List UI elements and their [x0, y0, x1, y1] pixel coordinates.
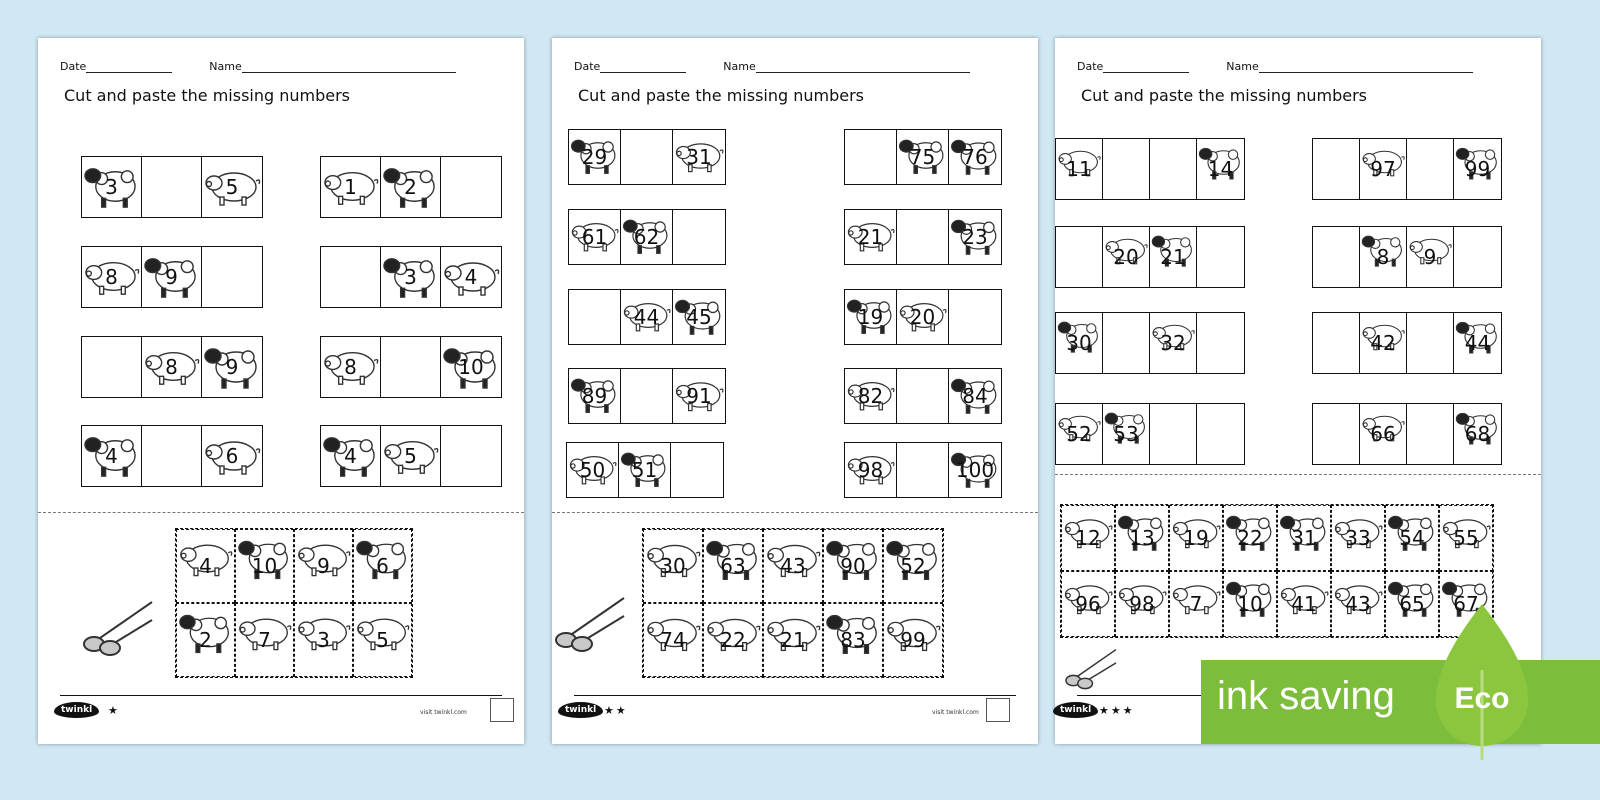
number-label: 4: [344, 444, 357, 468]
number-label: 52: [1066, 422, 1092, 446]
empty-answer-box: [1197, 313, 1244, 373]
number-label: 3: [317, 628, 330, 652]
number-label: 12: [1075, 526, 1101, 550]
empty-answer-box: [1313, 313, 1360, 373]
pig-cutout-card: [294, 603, 353, 677]
number-label: 96: [1075, 592, 1101, 616]
pig-cutout-card: [643, 603, 703, 677]
number-label: 61: [581, 225, 608, 249]
number-label: 99: [900, 628, 926, 652]
pig-cutout-card: [1169, 571, 1223, 637]
number-label: 5: [404, 444, 417, 468]
sheep-number-box: [381, 157, 441, 217]
page-title: Cut and paste the missing numbers: [578, 86, 865, 105]
number-label: 90: [840, 554, 866, 578]
pig-number-box: [441, 247, 501, 307]
ink-saving-text: ink saving: [1217, 674, 1395, 718]
sheep-cutout-card: [235, 529, 294, 603]
number-sequence: [844, 289, 1002, 345]
cutout-grid: [175, 528, 413, 678]
empty-answer-box: [897, 443, 949, 497]
empty-answer-box: [569, 290, 621, 344]
number-label: 14: [1207, 157, 1234, 181]
number-sequence: [320, 336, 502, 398]
scissors-icon: [80, 598, 156, 656]
number-label: 82: [857, 384, 884, 408]
pig-cutout-card: [763, 529, 823, 603]
empty-answer-box: [1103, 139, 1150, 199]
number-label: 22: [1237, 526, 1263, 550]
number-label: 3: [404, 265, 417, 289]
number-label: 98: [1129, 592, 1155, 616]
pig-number-box: [82, 247, 142, 307]
sheep-number-box: [381, 247, 441, 307]
sheep-number-box: [619, 443, 671, 497]
number-label: 4: [199, 554, 212, 578]
number-sequence: [568, 289, 726, 345]
number-label: 10: [251, 554, 278, 578]
number-label: 67: [1453, 592, 1479, 616]
number-sequence: [1312, 312, 1502, 374]
sheep-number-box: [1454, 139, 1501, 199]
number-sequence: [1055, 403, 1245, 465]
sheep-number-box: [897, 130, 949, 184]
number-label: 9: [225, 355, 239, 379]
number-label: 7: [258, 628, 271, 652]
sheep-cutout-card: [823, 603, 883, 677]
number-sequence: [1055, 138, 1245, 200]
empty-answer-box: [1407, 313, 1454, 373]
number-label: 8: [1376, 245, 1390, 269]
number-label: 3: [105, 175, 118, 199]
sheep-cutout-card: [703, 529, 763, 603]
number-label: 6: [225, 444, 239, 468]
sheep-number-box: [1056, 313, 1103, 373]
number-label: 75: [909, 145, 936, 169]
eco-label: Eco: [1454, 682, 1510, 715]
pig-number-box: [1360, 313, 1407, 373]
number-label: 9: [317, 554, 330, 578]
sheep-number-box: [673, 290, 725, 344]
number-label: 41: [1291, 592, 1317, 616]
number-sequence: [844, 209, 1002, 265]
page-title: Cut and paste the missing numbers: [1081, 86, 1368, 105]
number-label: 1: [344, 175, 357, 199]
empty-answer-box: [1313, 227, 1360, 287]
number-label: 6: [376, 554, 389, 578]
sheep-number-box: [949, 443, 1001, 497]
sheep-cutout-card: [883, 529, 943, 603]
empty-answer-box: [1407, 139, 1454, 199]
number-label: 44: [633, 305, 660, 329]
pig-cutout-card: [294, 529, 353, 603]
number-sequence: [1312, 226, 1502, 288]
pig-number-box: [845, 443, 897, 497]
pig-number-box: [897, 290, 949, 344]
number-label: 43: [780, 554, 806, 578]
pig-number-box: [1056, 404, 1103, 464]
number-label: 97: [1370, 157, 1396, 181]
pig-cutout-card: [1439, 505, 1493, 571]
number-label: 29: [581, 145, 608, 169]
empty-answer-box: [1197, 227, 1244, 287]
number-label: 13: [1129, 526, 1155, 550]
empty-answer-box: [1103, 313, 1150, 373]
pig-cutout-card: [763, 603, 823, 677]
sheep-number-box: [1454, 313, 1501, 373]
number-label: 8: [165, 355, 178, 379]
number-label: 32: [1160, 331, 1186, 355]
number-sequence: [1312, 403, 1502, 465]
sheep-cutout-card: [176, 603, 235, 677]
number-sequence: [81, 156, 263, 218]
number-label: 9: [1423, 245, 1437, 269]
pig-number-box: [381, 426, 441, 486]
number-label: 20: [909, 305, 936, 329]
number-label: 21: [780, 628, 806, 652]
sheep-number-box: [569, 130, 621, 184]
pig-cutout-card: [235, 603, 294, 677]
difficulty-stars: ★★: [604, 704, 628, 717]
pig-number-box: [1407, 227, 1454, 287]
sheep-number-box: [82, 157, 142, 217]
sheep-number-box: [569, 369, 621, 423]
number-label: 43: [1345, 592, 1371, 616]
empty-answer-box: [845, 130, 897, 184]
number-label: 22: [720, 628, 746, 652]
cutout-grid: [642, 528, 944, 678]
empty-answer-box: [897, 369, 949, 423]
number-label: 100: [955, 458, 995, 482]
pig-number-box: [845, 210, 897, 264]
sheep-number-box: [1454, 404, 1501, 464]
pig-cutout-card: [1331, 505, 1385, 571]
empty-answer-box: [897, 210, 949, 264]
cut-line: [552, 512, 1038, 513]
sheep-number-box: [142, 247, 202, 307]
empty-answer-box: [673, 210, 725, 264]
number-sequence: [81, 246, 263, 308]
pig-cutout-card: [1061, 505, 1115, 571]
empty-answer-box: [1313, 139, 1360, 199]
sheep-number-box: [1150, 227, 1197, 287]
empty-answer-box: [142, 426, 202, 486]
empty-answer-box: [1150, 404, 1197, 464]
number-label: 4: [105, 444, 118, 468]
number-label: 20: [1113, 245, 1139, 269]
number-label: 51: [631, 458, 658, 482]
worksheet-2: [552, 38, 1038, 744]
number-label: 30: [1066, 331, 1092, 355]
number-label: 8: [344, 355, 357, 379]
sheep-cutout-card: [353, 529, 412, 603]
footer-line: [60, 695, 502, 696]
number-label: 7: [1189, 592, 1203, 616]
number-label: 84: [962, 384, 988, 408]
number-sequence: [568, 129, 726, 185]
number-label: 30: [660, 554, 686, 578]
number-label: 53: [1113, 422, 1139, 446]
sheep-cutout-card: [1385, 505, 1439, 571]
sheep-number-box: [1103, 404, 1150, 464]
number-label: 76: [962, 145, 988, 169]
pig-number-box: [1360, 404, 1407, 464]
pig-cutout-card: [176, 529, 235, 603]
number-label: 99: [1464, 157, 1491, 181]
sheep-number-box: [321, 426, 381, 486]
number-label: 44: [1464, 331, 1491, 355]
page-title: Cut and paste the missing numbers: [64, 86, 351, 105]
empty-answer-box: [1407, 404, 1454, 464]
empty-answer-box: [621, 369, 673, 423]
sheep-number-box: [1197, 139, 1244, 199]
pig-cutout-card: [703, 603, 763, 677]
number-label: 74: [660, 628, 686, 652]
sheep-cutout-card: [1277, 505, 1331, 571]
number-label: 10: [1237, 592, 1263, 616]
difficulty-stars: ★★★: [1099, 704, 1135, 717]
twinkl-logo: twinkl: [558, 702, 603, 718]
empty-answer-box: [321, 247, 381, 307]
pig-number-box: [1360, 139, 1407, 199]
number-label: 21: [857, 225, 884, 249]
pig-number-box: [621, 290, 673, 344]
number-sequence: [1055, 312, 1245, 374]
number-label: 98: [857, 458, 884, 482]
number-sequence: [1312, 138, 1502, 200]
pig-number-box: [569, 210, 621, 264]
number-sequence: [81, 425, 263, 487]
number-sequence: [566, 442, 724, 498]
sheep-number-box: [621, 210, 673, 264]
sheep-number-box: [202, 337, 262, 397]
number-sequence: [844, 129, 1002, 185]
twinkl-logo: twinkl: [1053, 702, 1098, 718]
number-sequence: [844, 442, 1002, 498]
sheep-cutout-card: [1223, 505, 1277, 571]
number-label: 19: [1183, 526, 1209, 550]
pig-number-box: [1056, 139, 1103, 199]
pig-cutout-card: [353, 603, 412, 677]
number-sequence: [568, 368, 726, 424]
pig-number-box: [673, 369, 725, 423]
pig-number-box: [142, 337, 202, 397]
approval-badge-icon: [986, 698, 1010, 722]
ink-saving-banner: [1201, 660, 1600, 744]
empty-answer-box: [671, 443, 723, 497]
number-sequence: [568, 209, 726, 265]
number-sequence: [844, 368, 1002, 424]
pig-number-box: [321, 157, 381, 217]
number-label: 10: [458, 355, 484, 379]
number-label: 68: [1464, 422, 1491, 446]
header: Date Name: [1077, 60, 1473, 73]
empty-answer-box: [621, 130, 673, 184]
eco-leaf-icon: [1432, 600, 1532, 760]
empty-answer-box: [441, 426, 501, 486]
pig-number-box: [1103, 227, 1150, 287]
number-label: 65: [1399, 592, 1425, 616]
difficulty-stars: ★: [108, 704, 120, 717]
number-label: 66: [1370, 422, 1396, 446]
scissors-icon: [552, 594, 628, 652]
number-label: 33: [1345, 526, 1371, 550]
footer-line: [574, 695, 1016, 696]
pig-number-box: [321, 337, 381, 397]
number-label: 4: [464, 265, 478, 289]
number-label: 31: [1291, 526, 1317, 550]
twinkl-logo: twinkl: [54, 702, 99, 718]
visit-link: visit twinkl.com: [932, 709, 979, 716]
sheep-number-box: [1360, 227, 1407, 287]
number-sequence: [320, 156, 502, 218]
sheep-cutout-card: [1385, 571, 1439, 637]
number-sequence: [81, 336, 263, 398]
sheep-number-box: [845, 290, 897, 344]
pig-number-box: [202, 426, 262, 486]
number-label: 55: [1453, 526, 1479, 550]
sheep-number-box: [949, 369, 1001, 423]
empty-answer-box: [1313, 404, 1360, 464]
header: Date Name: [60, 60, 456, 73]
number-label: 23: [962, 225, 988, 249]
pig-cutout-card: [1277, 571, 1331, 637]
pig-cutout-card: [643, 529, 703, 603]
number-label: 19: [857, 305, 884, 329]
number-label: 9: [165, 265, 178, 289]
sheep-cutout-card: [1223, 571, 1277, 637]
empty-answer-box: [1150, 139, 1197, 199]
empty-answer-box: [949, 290, 1001, 344]
approval-badge-icon: [490, 698, 514, 722]
number-label: 5: [376, 628, 389, 652]
empty-answer-box: [381, 337, 441, 397]
worksheet-1: [38, 38, 524, 744]
sheep-cutout-card: [823, 529, 883, 603]
sheep-number-box: [949, 130, 1001, 184]
sheep-number-box: [949, 210, 1001, 264]
number-label: 50: [579, 458, 606, 482]
number-label: 2: [199, 628, 212, 652]
number-label: 5: [225, 175, 239, 199]
number-label: 63: [720, 554, 746, 578]
pig-number-box: [202, 157, 262, 217]
number-label: 52: [900, 554, 926, 578]
empty-answer-box: [1056, 227, 1103, 287]
pig-number-box: [1150, 313, 1197, 373]
sheep-cutout-card: [1115, 505, 1169, 571]
number-sequence: [320, 246, 502, 308]
number-label: 11: [1066, 157, 1092, 181]
number-label: 54: [1399, 526, 1425, 550]
empty-answer-box: [142, 157, 202, 217]
pig-cutout-card: [883, 603, 943, 677]
empty-answer-box: [202, 247, 262, 307]
pig-cutout-card: [1331, 571, 1385, 637]
number-label: 21: [1160, 245, 1186, 269]
cut-line: [38, 512, 524, 513]
empty-answer-box: [82, 337, 142, 397]
pig-cutout-card: [1061, 571, 1115, 637]
scissors-icon: [1063, 646, 1119, 690]
number-label: 62: [633, 225, 660, 249]
number-label: 89: [581, 384, 608, 408]
number-sequence: [320, 425, 502, 487]
cutout-grid: [1060, 504, 1494, 638]
header: Date Name: [574, 60, 970, 73]
sheep-number-box: [441, 337, 501, 397]
empty-answer-box: [441, 157, 501, 217]
visit-link: visit twinkl.com: [420, 709, 467, 716]
pig-cutout-card: [1115, 571, 1169, 637]
sheep-number-box: [82, 426, 142, 486]
pig-number-box: [845, 369, 897, 423]
empty-answer-box: [1197, 404, 1244, 464]
number-label: 83: [840, 628, 866, 652]
number-label: 8: [105, 265, 118, 289]
pig-cutout-card: [1169, 505, 1223, 571]
number-label: 45: [686, 305, 712, 329]
cut-line: [1055, 474, 1541, 475]
number-label: 31: [686, 145, 712, 169]
pig-number-box: [567, 443, 619, 497]
number-sequence: [1055, 226, 1245, 288]
pig-number-box: [673, 130, 725, 184]
empty-answer-box: [1454, 227, 1501, 287]
number-label: 91: [686, 384, 712, 408]
number-label: 42: [1370, 331, 1396, 355]
number-label: 2: [404, 175, 417, 199]
